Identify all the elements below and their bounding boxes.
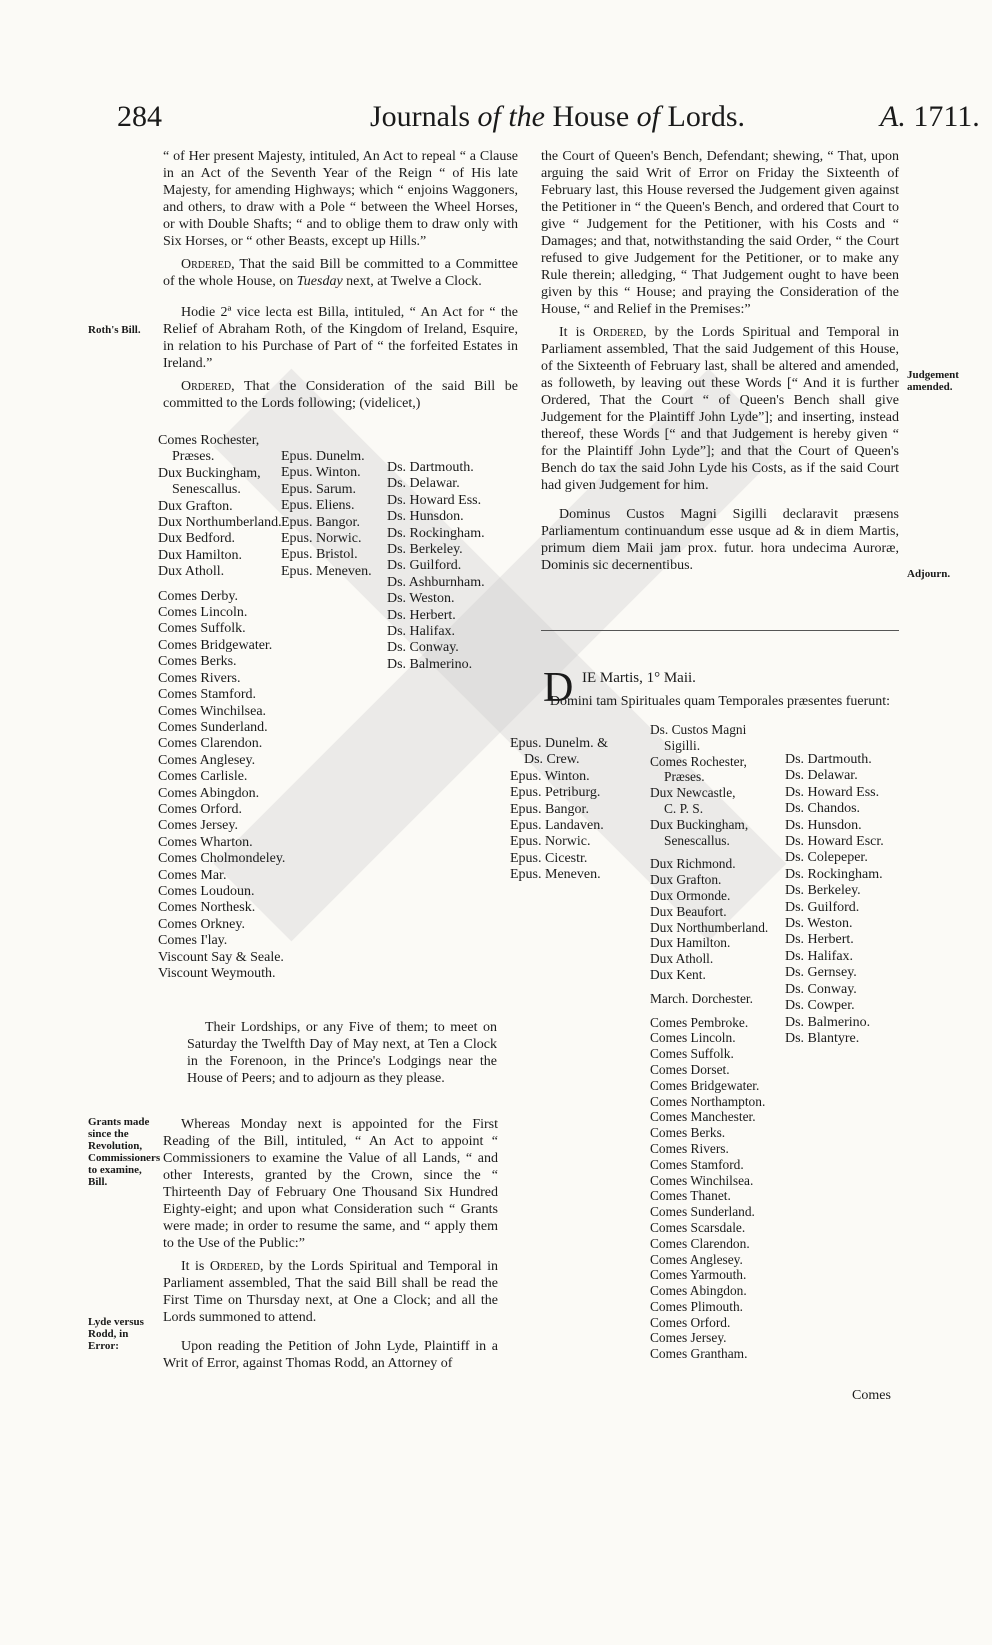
list-item: Ds. Weston. xyxy=(387,591,455,607)
margin-note-grants: Grants made since the Revolution, Commissioners to examine, Bill. xyxy=(88,1116,161,1188)
left-column xyxy=(163,148,518,418)
order-lords-following: Ordered, That the Consideration of the said Bill be committed to the Lords following; (videlicet,) xyxy=(163,379,518,411)
list-item: Dux Atholl. xyxy=(158,564,225,580)
list-item: Dux Northumberland. xyxy=(158,515,282,531)
list-item: Dux Atholl. xyxy=(650,951,714,967)
list-item: Sigilli. xyxy=(664,737,701,753)
drop-cap: D xyxy=(543,665,574,711)
list-item: Ds. Herbert. xyxy=(387,607,456,623)
list-item: Epus. Dunelm. xyxy=(281,449,365,464)
list-item: Comes Plimouth. xyxy=(650,1298,744,1314)
list-item: Ds. Blantyre. xyxy=(785,1030,860,1046)
list-item: Ds. Crew. xyxy=(524,752,580,768)
list-item: Comes Northesk. xyxy=(158,900,256,916)
list-item: Epus. Winton. xyxy=(281,465,361,481)
list-item: Comes Cholmondeley. xyxy=(158,851,286,867)
list-item: Præses. xyxy=(172,449,215,465)
list-item: Ds. Dartmouth. xyxy=(785,752,872,767)
list-item: Comes Scarsdale. xyxy=(650,1219,746,1235)
list-item: Dux Grafton. xyxy=(650,872,722,888)
list-item: Epus. Petriburg. xyxy=(510,785,601,801)
list-item: Ds. Howard Ess. xyxy=(387,492,482,508)
list-item: Ds. Delawar. xyxy=(387,476,460,492)
list-item: Ds. Guilford. xyxy=(785,899,860,915)
list-item: Comes Winchilsea. xyxy=(158,703,267,719)
list-item: Comes Northampton. xyxy=(650,1093,766,1109)
list-item: Comes Thanet. xyxy=(650,1188,731,1204)
list-item: Ds. Herbert. xyxy=(785,932,854,948)
list-item: Comes Berks. xyxy=(650,1125,726,1141)
list-item: Comes Loudoun. xyxy=(158,883,255,899)
list-item: Ds. Cowper. xyxy=(785,998,855,1014)
judgement-order: It is Ordered, by the Lords Spiritual and Temporal in Parliament assembled, That the said Judgement of this House, of the Sixteenth of February last, shall be altered and amended, as followeth, by leaving out these Words [“ And it is further Ordered, That the Court “ of Queen's Bench shall give Judgement for the Plaintiff John Lyde”]; and inserting, instead thereof, these Words [“ and that Judgement is hereby given “ for the Plaintiff John Lyde”]; and that the Court of Queen's Bench do tax the said John Lyde his Costs, as if the said Court had given Judgement for him. xyxy=(541,325,900,493)
list-item: Dux Grafton. xyxy=(158,498,233,514)
list-item: Epus. Sarum. xyxy=(281,481,357,497)
list-item: Comes Winchilsea. xyxy=(650,1172,754,1188)
committee-list-col1 xyxy=(158,433,285,982)
list-item: Comes Bridgewater. xyxy=(158,637,273,653)
list-item: Comes Orkney. xyxy=(158,916,245,932)
list-item: Ds. Halifax. xyxy=(785,948,854,964)
list-item: Epus. Norwic. xyxy=(510,834,591,850)
list-item: Ds. Berkeley. xyxy=(387,542,463,558)
list-item: Ds. Guilford. xyxy=(387,558,462,574)
list-item: Comes Orford. xyxy=(158,801,242,817)
list-item: Comes Jersey. xyxy=(650,1330,727,1346)
session-date: IE Martis, 1° Maii. xyxy=(582,670,696,686)
list-item: March. Dorchester. xyxy=(650,990,753,1006)
list-item: Comes I'lay. xyxy=(158,933,228,949)
list-item: Ds. Dartmouth. xyxy=(387,460,474,475)
present-list-col3 xyxy=(785,752,884,1047)
list-item: Comes Stamford. xyxy=(158,687,256,703)
margin-note-lyde: Lyde versus Rodd, in Error: xyxy=(88,1316,144,1352)
list-item: Comes Jersey. xyxy=(158,818,238,834)
list-item: Comes Lincoln. xyxy=(158,605,248,621)
list-item: Ds. Hunsdon. xyxy=(387,509,464,525)
page-number: 284 xyxy=(117,100,162,133)
their-lordships: Their Lordships, or any Five of them; to meet on Saturday the Twelfth Day of May next, at Ten a Clock in the Forenoon, in the Prince's Lodgings near the House of Peers; and to adjourn as they please. xyxy=(187,1020,497,1086)
list-item: Ds. Ashburnham. xyxy=(387,574,485,590)
list-item: Ds. Howard Ess. xyxy=(785,784,880,800)
list-item: Dux Kent. xyxy=(650,966,706,982)
list-item: Comes Stamford. xyxy=(650,1156,744,1172)
list-item: Epus. Dunelm. & xyxy=(510,736,608,751)
list-item: Ds. Gernsey. xyxy=(785,965,857,981)
present-list-col1 xyxy=(510,736,608,884)
list-item: Dux Buckingham, xyxy=(158,465,261,481)
list-item: Viscount Weymouth. xyxy=(158,966,276,981)
list-item: Comes Manchester. xyxy=(650,1109,756,1125)
list-item: Comes Pembroke. xyxy=(650,1014,749,1030)
committee-list-col2 xyxy=(281,449,372,580)
list-item: Dux Richmond. xyxy=(650,856,736,872)
list-item xyxy=(650,848,768,856)
list-item: Senescallus. xyxy=(172,482,241,498)
margin-note-adjourn: Adjourn. xyxy=(907,568,951,580)
list-item: Ds. Conway. xyxy=(785,981,857,997)
list-item: Epus. Cicestr. xyxy=(510,850,588,866)
list-item: Epus. Winton. xyxy=(510,768,590,784)
list-item: Dux Beaufort. xyxy=(650,903,727,919)
list-item: Ds. Howard Escr. xyxy=(785,834,884,850)
list-item: Comes Bridgewater. xyxy=(650,1077,760,1093)
list-item: Epus. Norwic. xyxy=(281,531,362,547)
list-item xyxy=(158,581,285,589)
list-item: Epus. Meneven. xyxy=(281,563,372,579)
list-item: Comes Anglesey. xyxy=(158,752,256,768)
list-item: Comes Rochester, xyxy=(650,753,747,769)
list-item: Comes Rivers. xyxy=(158,670,241,686)
list-item: Comes Grantham. xyxy=(650,1346,748,1362)
list-item: Dux Hamilton. xyxy=(158,547,242,563)
list-item: Ds. Weston. xyxy=(785,916,853,932)
list-item: Comes Lincoln. xyxy=(650,1030,736,1046)
list-item: Ds. Delawar. xyxy=(785,768,858,784)
catchword: Comes xyxy=(852,1388,891,1403)
list-item: Epus. Meneven. xyxy=(510,867,601,883)
list-item: Epus. Landaven. xyxy=(510,818,604,834)
list-item: Comes Clarendon. xyxy=(650,1235,750,1251)
present-heading: Domini tam Spirituales quam Temporales præsentes fuerunt: xyxy=(549,694,891,709)
list-item: Comes Rivers. xyxy=(650,1140,729,1156)
list-item: Ds. Rockingham. xyxy=(387,525,485,541)
list-item: Comes Anglesey. xyxy=(650,1251,743,1267)
list-item: Dux Hamilton. xyxy=(650,935,731,951)
list-item: Viscount Say & Seale. xyxy=(158,949,284,965)
year: A. 1711. xyxy=(880,100,980,133)
list-item: Comes Sunderland. xyxy=(158,719,268,735)
committee-list-col3 xyxy=(387,460,485,673)
page-header xyxy=(0,100,992,140)
list-item: Comes Yarmouth. xyxy=(650,1267,747,1283)
right-column xyxy=(541,148,899,580)
list-item: Ds. Rockingham. xyxy=(785,866,883,882)
list-item: Ds. Custos Magni xyxy=(650,722,747,737)
list-item: Epus. Bangor. xyxy=(281,514,360,530)
margin-note-judgement: Judgement amended. xyxy=(907,369,959,393)
list-item: Comes Abingdon. xyxy=(650,1283,747,1299)
list-item: Comes Carlisle. xyxy=(158,769,248,785)
list-item: Epus. Eliens. xyxy=(281,498,355,514)
list-item xyxy=(650,983,768,991)
list-item: Ds. Balmerino. xyxy=(387,656,473,672)
list-item: Comes Wharton. xyxy=(158,834,253,850)
list-item: C. P. S. xyxy=(664,800,704,816)
present-list-col2 xyxy=(650,722,768,1362)
list-item: Comes Derby. xyxy=(158,588,238,604)
list-item: Senescallus. xyxy=(664,832,730,848)
list-item: Comes Dorset. xyxy=(650,1061,730,1077)
list-item: Comes Abingdon. xyxy=(158,785,260,801)
list-item: Comes Suffolk. xyxy=(158,621,246,637)
list-item: Comes Orford. xyxy=(650,1314,731,1330)
list-item: Comes Rochester, xyxy=(158,433,260,448)
roth-bill-reading: Hodie 2ª vice lecta est Billa, intituled, “ An Act for “ the Relief of Abraham Roth, of the Kingdom of Ireland, Esquire, in relation to his Purchase of Part of “ the forfeited Estates in Ireland.” xyxy=(163,305,518,371)
list-item: Comes Mar. xyxy=(158,867,227,883)
list-item: Ds. Chandos. xyxy=(785,801,861,817)
list-item: Ds. Hunsdon. xyxy=(785,817,862,833)
list-item: Ds. Halifax. xyxy=(387,624,456,640)
list-item: Comes Suffolk. xyxy=(650,1046,734,1062)
list-item: Comes Berks. xyxy=(158,654,237,670)
adjournment-text: Dominus Custos Magni Sigilli declaravit præsens Parliamentum continuandum esse usque ad & in diem Martis, primum diem Maii jam prox. futur. hora undecima Auroræ, Dominis sic decernentibus. xyxy=(541,507,899,573)
list-item: Epus. Bangor. xyxy=(510,801,589,817)
list-item: Dux Newcastle, xyxy=(650,785,736,801)
list-item: Epus. Bristol. xyxy=(281,547,358,563)
list-item: Dux Bedford. xyxy=(158,531,235,547)
list-item: Comes Sunderland. xyxy=(650,1204,755,1220)
list-item xyxy=(650,1007,768,1015)
list-item: Ds. Colepeper. xyxy=(785,850,868,866)
margin-note-roth: Roth's Bill. xyxy=(88,324,141,336)
list-item: Dux Ormonde. xyxy=(650,887,731,903)
order-committee: Ordered, That the said Bill be committed to a Committee of the whole House, on Tuesday next, at Twelve a Clock. xyxy=(163,257,518,289)
section-rule xyxy=(541,630,899,631)
list-item: Dux Buckingham, xyxy=(650,816,749,832)
list-item: Ds. Balmerino. xyxy=(785,1014,871,1030)
list-item: Ds. Berkeley. xyxy=(785,883,861,899)
bill-text: “ of Her present Majesty, intituled, An Act to repeal “ a Clause in an Act of the Seventh Year of the Reign “ of His late Majesty, for amending Highways; which “ enjoins Waggoners, and others, to draw with a Pole “ between the Wheel Horses, or with Double Shafts; “ and to oblige them to draw only with Six Horses, or “ other Beasts, except up Hills.” xyxy=(163,149,518,249)
list-item: Dux Northumberland. xyxy=(650,919,769,935)
list-item: Præses. xyxy=(664,769,705,785)
grants-section: Whereas Monday next is appointed for the First Reading of the Bill, intituled, “ An Act to appoint “ Commissioners to examine the Value of all Lands, “ and other Interests, granted by the Crown, since the “ Thirteenth Day of February One Thousand Six Hundred Eighty-eight; and upon what Consideration such “ Grants were made; in order to resume the same, and “ apply them to the Use of the Public:” It is Ordered, by the Lords Spiritual and Temporal in Parliament assembled, That the said Bill shall be read the First Time on Thursday next, at One a Clock; and all the Lords summoned to attend. Upon reading the Petition of John Lyde, Plaintiff in a Writ of Error, against Thomas Rodd, an Attorney of xyxy=(163,1117,499,1371)
running-title: Journals of the House of Lords. xyxy=(370,100,745,133)
petition-text: the Court of Queen's Bench, Defendant; shewing, “ That, upon arguing the said Writ of Error on Friday the Sixteenth of February last, this House reversed the Judgement given against the Petitioner in “ the Queen's Bench, and ordered that Court to give “ Judgement for the Petitioner, with his Costs and “ Damages; and that, notwithstanding the said Order, “ the Court refused to give Judgement for the Petitioner, or to make any Rule therein; alledging, “ That Judgement ought to have been given by this “ House; and praying the Consideration of the House, “ and Relief in the Premises:” xyxy=(541,149,899,317)
list-item: Ds. Conway. xyxy=(387,640,459,656)
list-item: Comes Clarendon. xyxy=(158,736,263,752)
